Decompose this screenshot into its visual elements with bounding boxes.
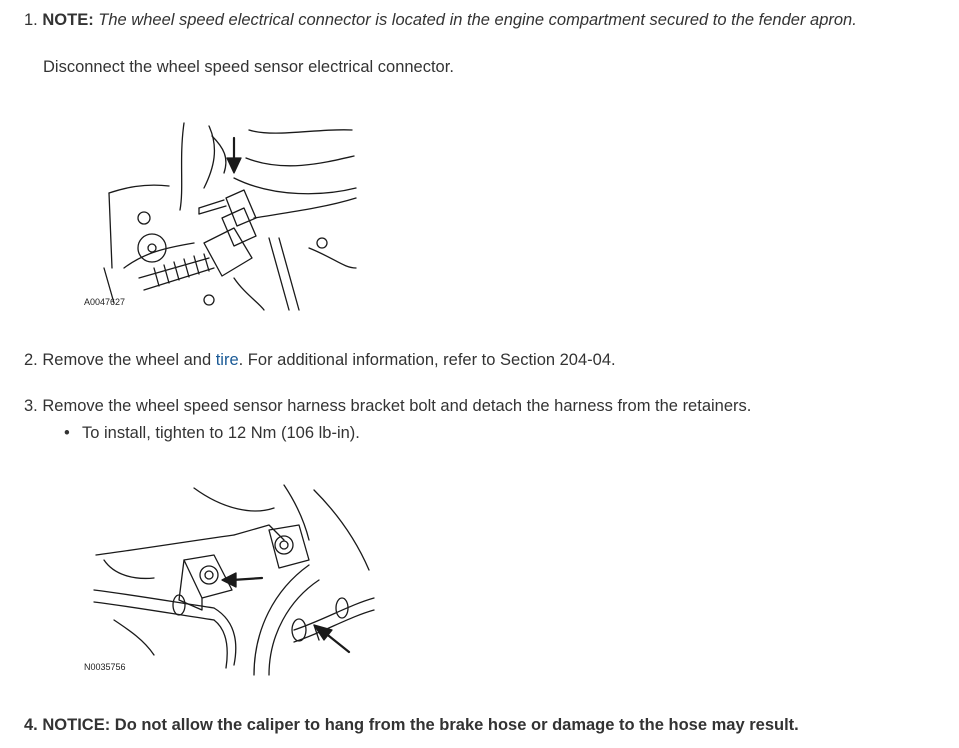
step-number: 1.: [24, 11, 38, 29]
note-label: NOTE:: [42, 11, 94, 29]
tire-link[interactable]: tire: [215, 351, 239, 369]
step-4: [24, 714, 799, 736]
step-number: 3.: [24, 397, 38, 415]
figure-id-label: A0047627: [84, 297, 126, 307]
step-text-after: . For additional information, refer to Section 204-04.: [238, 351, 616, 369]
step-number: 4.: [24, 716, 38, 734]
step-1-detail: Disconnect the wheel speed sensor electrical connector.: [43, 58, 454, 76]
note-text: The wheel speed electrical connector is located in the engine compartment secured to the fender apron.: [93, 11, 857, 29]
step-1: [24, 9, 857, 31]
step-text: NOTICE: Do not allow the caliper to hang from the brake hose or damage to the hose may result.: [42, 716, 799, 734]
step-2: [24, 349, 616, 371]
bullet-dot-icon: •: [64, 424, 70, 442]
figure-connector-illustration: [84, 118, 364, 313]
bullet-text: To install, tighten to 12 Nm (106 lb-in).: [82, 424, 360, 442]
figure-harness-illustration: [84, 480, 384, 680]
step-3-bullet: [64, 422, 360, 444]
step-text: Remove the wheel and: [42, 351, 216, 369]
step-number: 2.: [24, 351, 38, 369]
figure-id-label: N0035756: [84, 662, 126, 672]
step-text: Remove the wheel speed sensor harness bracket bolt and detach the harness from the retainers.: [42, 397, 752, 415]
step-3: [24, 395, 751, 417]
